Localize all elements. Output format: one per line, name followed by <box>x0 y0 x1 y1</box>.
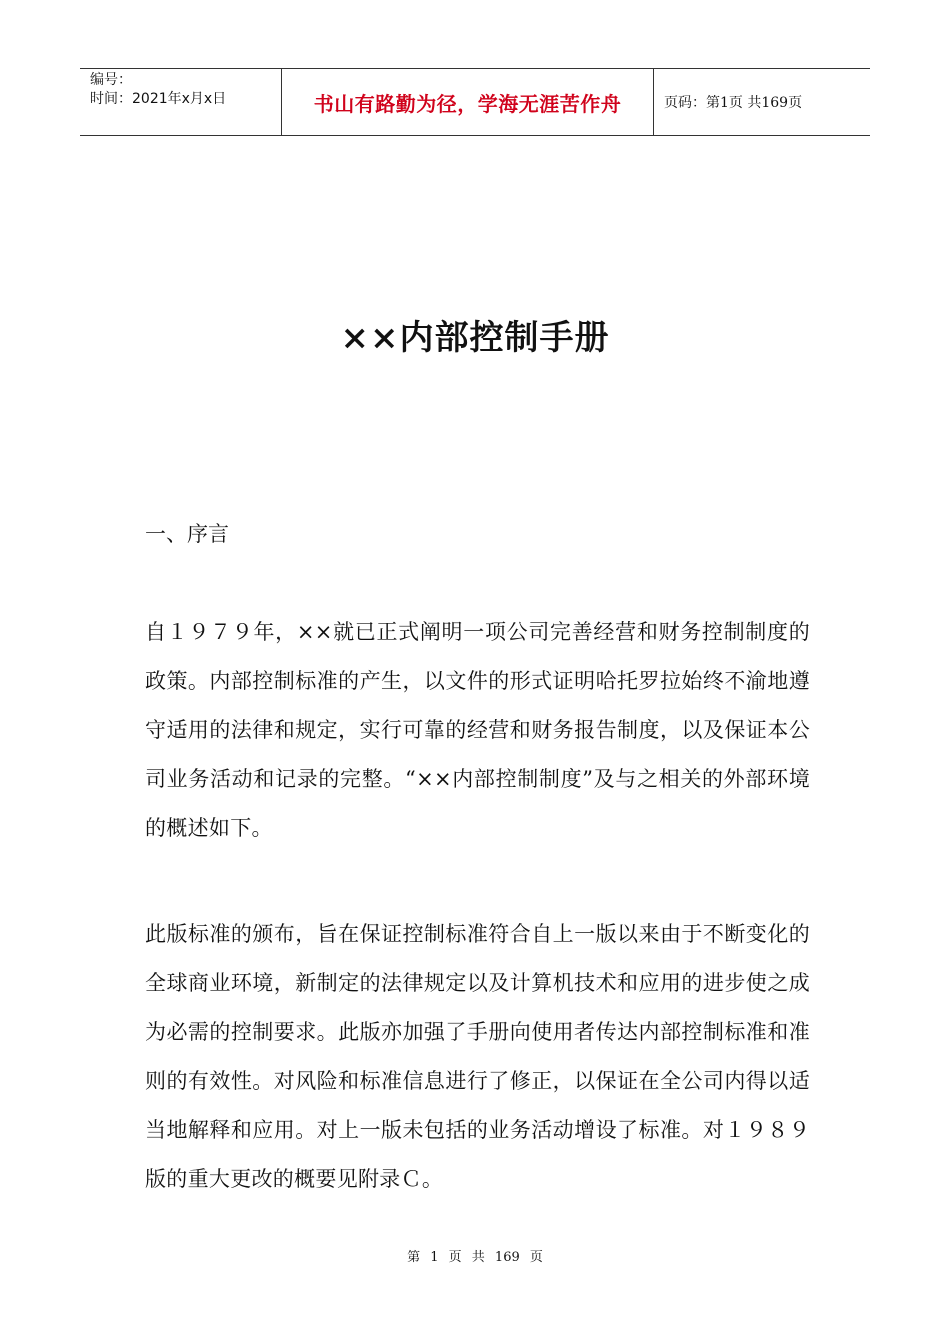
paragraph: 自１９７９年，××就已正式阐明一项公司完善经营和财务控制制度的政策。内部控制标准的产生，以文件的形式证明哈托罗拉始终不渝地遵守适用的法律和规定，实行可靠的经营和财务报告制度，以及保证本公司业务活动和记录的完整。“××内部控制制度”及与之相关的外部环境的概述如下。 <box>145 620 810 840</box>
document-header <box>80 68 870 136</box>
number-label: 编号： <box>90 72 132 88</box>
header-meta <box>80 69 282 135</box>
paragraph: 此版标准的颁布，旨在保证控制标准符合自上一版以来由于不断变化的全球商业环境，新制定的法律规定以及计算机技术和应用的进步使之成为必需的控制要求。此版亦加强了手册向使用者传达内部控制标准和准则的有效性。对风险和标准信息进行了修正，以保证在全公司内得以适当地解释和应用。对上一版未包括的业务活动增设了标准。对１９８９版的重大更改的概要见附录Ｃ。 <box>145 922 810 1191</box>
page-footer: 第 1 页 共 169 页 <box>407 1250 543 1265</box>
header-motto: 书山有路勤为径，学海无涯苦作舟 <box>282 69 654 135</box>
header-page-info: 页码：第1页 共169页 <box>664 95 803 111</box>
time-label: 时间：2021年x月x日 <box>90 91 227 107</box>
document-title: ××内部控制手册 <box>340 318 610 358</box>
section-heading: 一、序言 <box>145 522 229 546</box>
